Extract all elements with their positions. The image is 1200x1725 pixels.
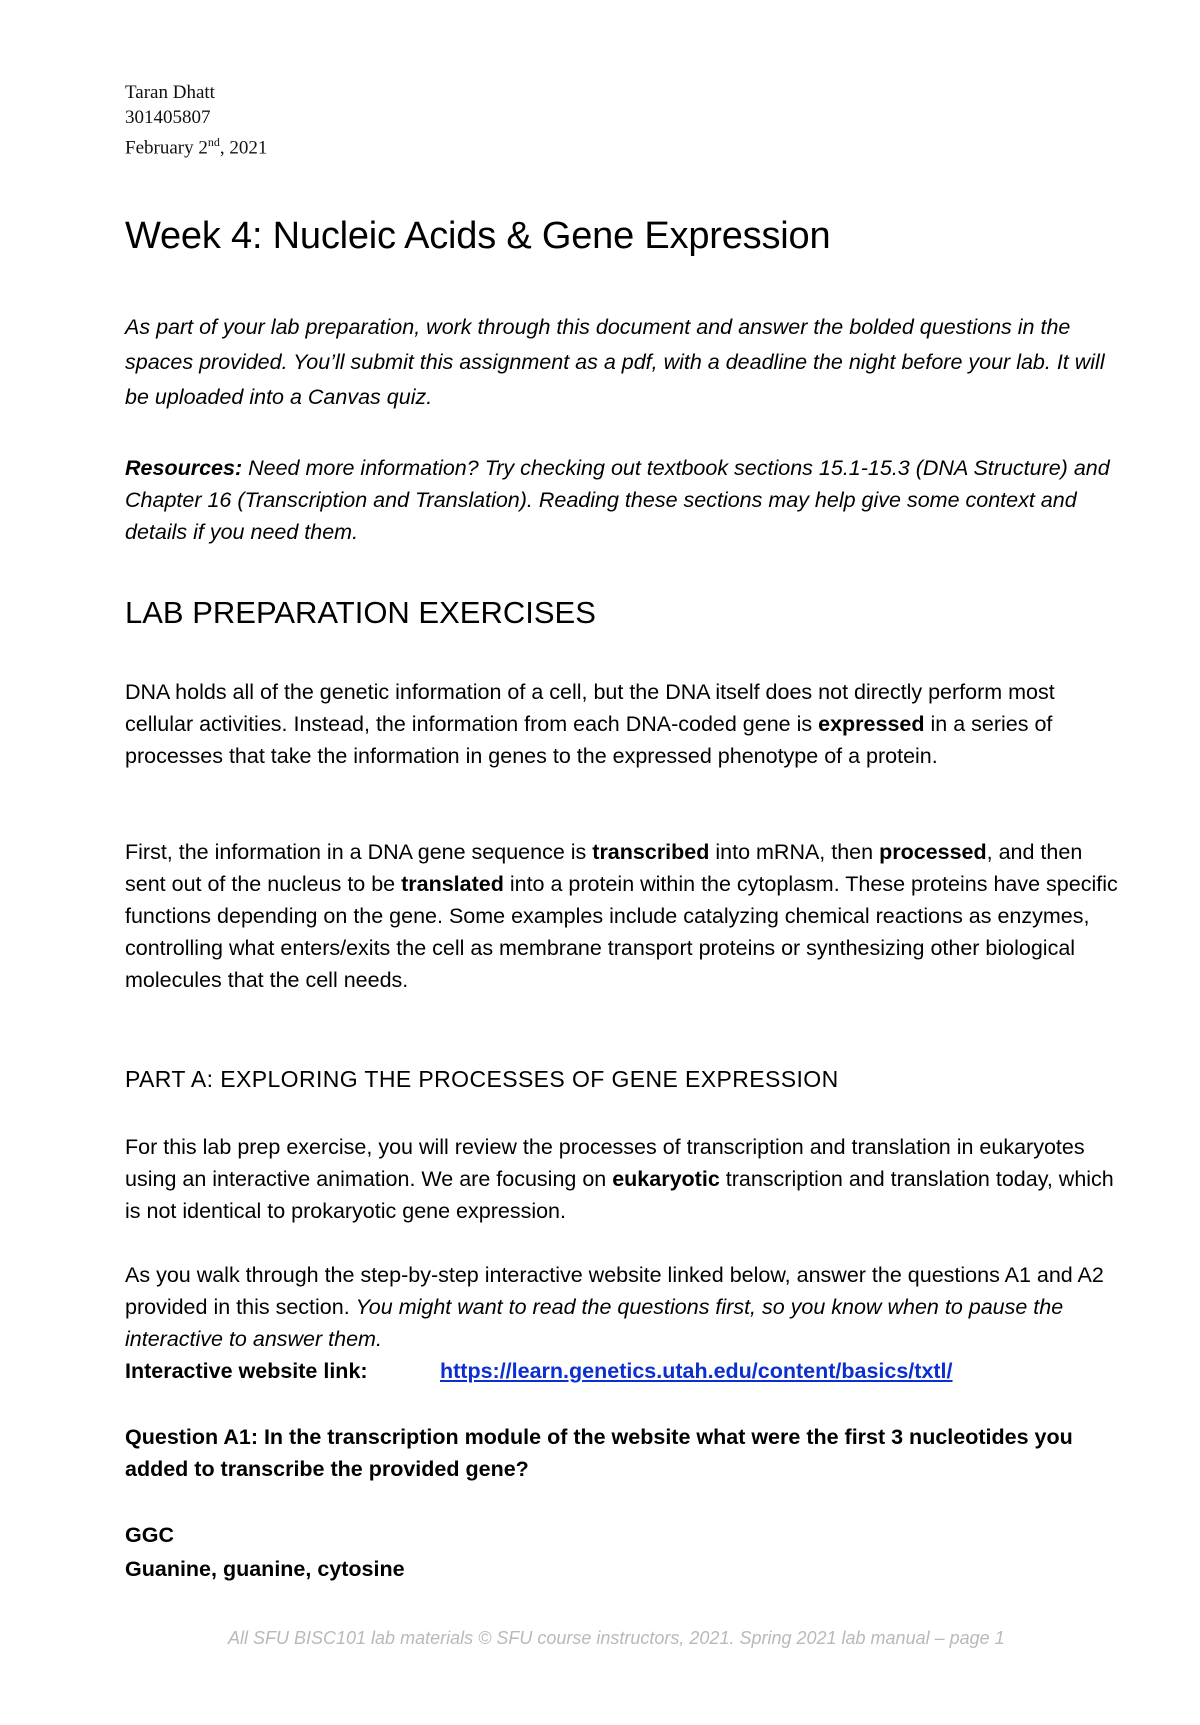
interactive-website-link[interactable]: https://learn.genetics.utah.edu/content/basics/txtl/	[440, 1359, 953, 1383]
process-paragraph: First, the information in a DNA gene sequence is transcribed into mRNA, then processed, and then sent out of the nucleus to be translated into a protein within the cytoplasm. These proteins have specific functions depending on the gene. Some examples include catalyzing chemical reactions as enzymes, controlling what enters/exits the cell as membrane transport proteins or synthesizing other biological molecules that the cell needs.	[125, 840, 1118, 992]
page-footer: All SFU BISC101 lab materials © SFU course instructors, 2021. Spring 2021 lab manual – page 1	[228, 1628, 1005, 1648]
student-name: Taran Dhatt	[125, 82, 215, 103]
answer-a1	[125, 1518, 1125, 1586]
instructions-paragraph: As you walk through the step-by-step interactive website linked below, answer the questions A1 and A2 provided in this section. You might want to read the questions first, so you know when to pause the interactive to answer them. Interactive website link: https://learn.genetics.utah.edu/content/basics/txtl/	[125, 1259, 1125, 1387]
section-heading: LAB PREPARATION EXERCISES	[125, 595, 596, 630]
part-a-heading: PART A: EXPLORING THE PROCESSES OF GENE EXPRESSION	[125, 1066, 839, 1092]
page-title: Week 4: Nucleic Acids & Gene Expression	[125, 215, 831, 257]
intro-paragraph: As part of your lab preparation, work through this document and answer the bolded questions in the spaces provided. You’ll submit this assignment as a pdf, with a deadline the night before your lab. It will be uploaded into a Canvas quiz.	[125, 315, 1105, 409]
resources-label: Resources:	[125, 456, 243, 480]
student-id: 301405807	[125, 107, 211, 128]
answer-line-code: GGC	[125, 1523, 174, 1547]
link-label: Interactive website link:	[125, 1359, 368, 1383]
answer-line-names: Guanine, guanine, cytosine	[125, 1557, 405, 1581]
resources-paragraph: Resources: Need more information? Try checking out textbook sections 15.1-15.3 (DNA Structure) and Chapter 16 (Transcription and Translation). Reading these sections may help give some context and details if you need them.	[125, 456, 1110, 544]
part-a-intro-paragraph: For this lab prep exercise, you will review the processes of transcription and translation in eukaryotes using an interactive animation. We are focusing on eukaryotic transcription and translation today, which is not identical to prokaryotic gene expression.	[125, 1135, 1114, 1223]
dna-paragraph: DNA holds all of the genetic information of a cell, but the DNA itself does not directly perform most cellular activities. Instead, the information from each DNA-coded gene is expressed in a series of processes that take the information in genes to the expressed phenotype of a protein.	[125, 680, 1055, 768]
link-row	[125, 1355, 1125, 1387]
question-a1: Question A1: In the transcription module of the website what were the first 3 nucleotides you added to transcribe the provided gene?	[125, 1425, 1073, 1481]
student-header	[125, 80, 267, 160]
submission-date: February 2nd, 2021	[125, 135, 268, 159]
